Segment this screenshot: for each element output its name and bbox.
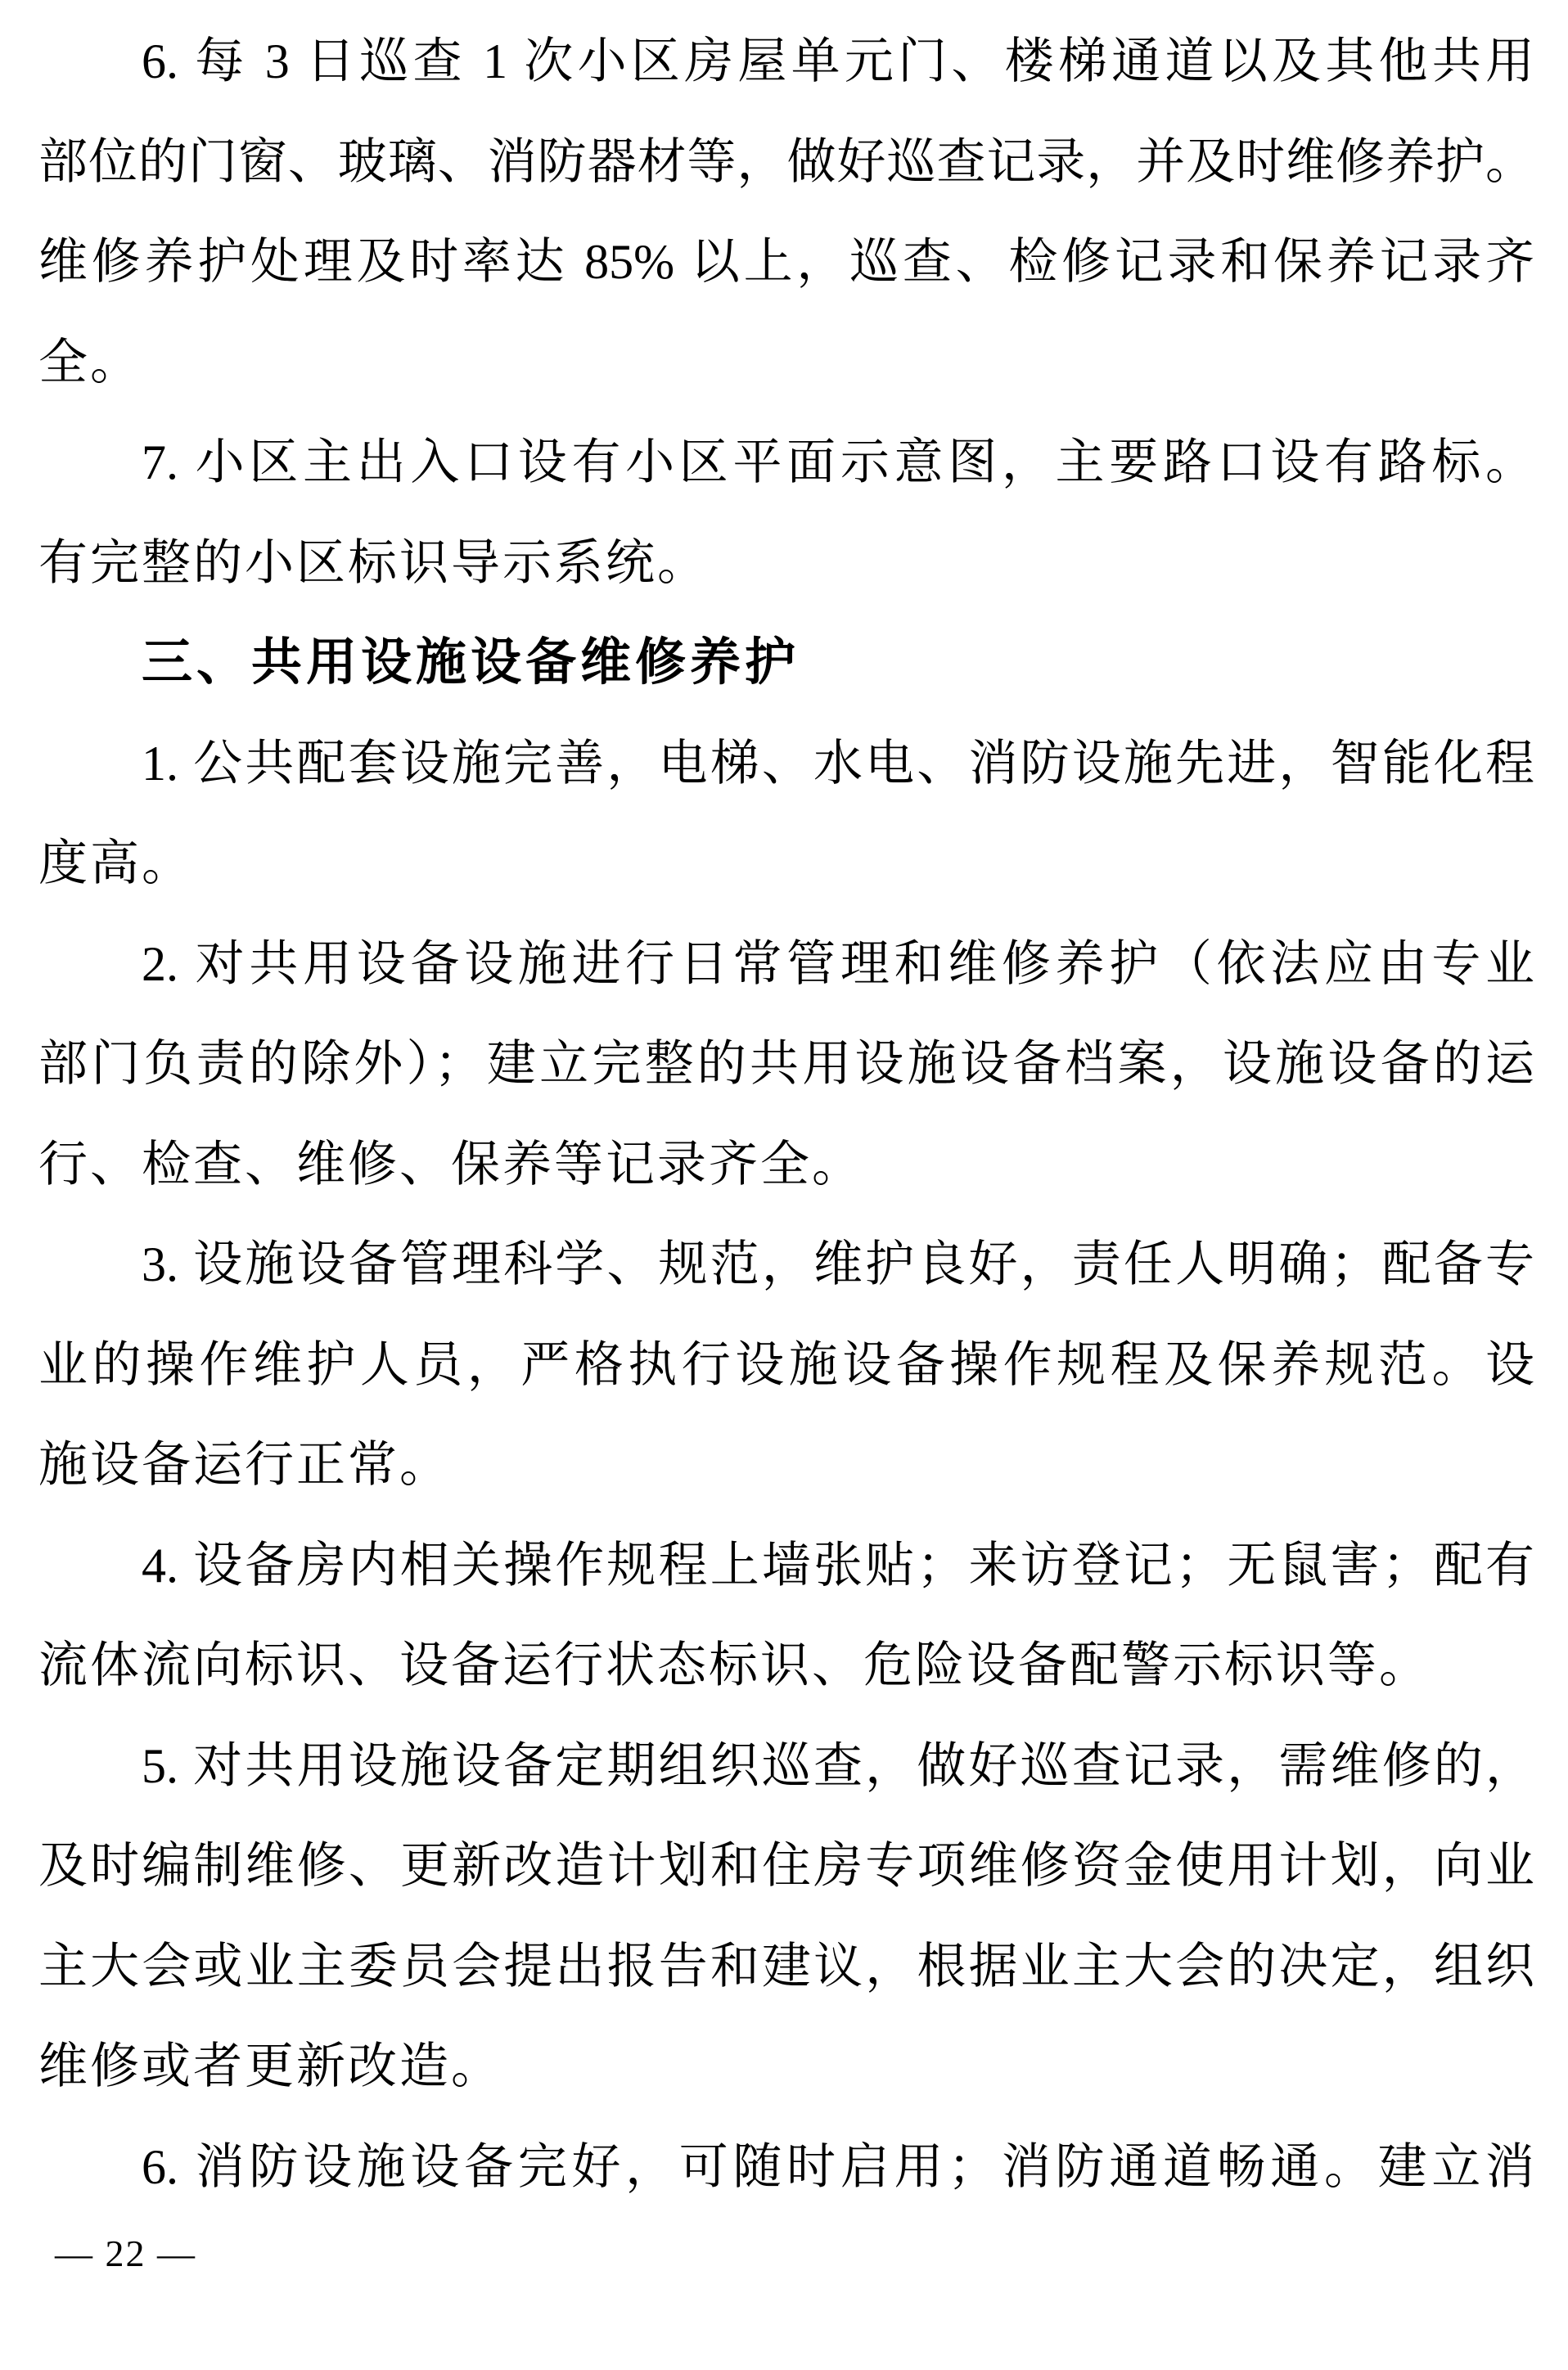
text-line: 行、检查、维修、保养等记录齐全。 bbox=[38, 1137, 863, 1192]
text-line: 3. 设施设备管理科学、规范，维护良好，责任人明确；配备专 bbox=[142, 1237, 1534, 1291]
text-line: 部位的门窗、玻璃、消防器材等，做好巡查记录，并及时维修养护。 bbox=[38, 134, 1534, 189]
text-line: 部门负责的除外）；建立完整的共用设施设备档案，设施设备的运 bbox=[38, 1037, 1534, 1091]
text-line: 业的操作维护人员，严格执行设施设备操作规程及保养规范。设 bbox=[38, 1337, 1534, 1392]
document-body bbox=[38, 11, 1534, 2217]
text-line: 主大会或业主委员会提出报告和建议，根据业主大会的决定，组织 bbox=[38, 1939, 1534, 1994]
section-heading: 三、共用设施设备维修养护 bbox=[142, 634, 800, 691]
text-line: 全。 bbox=[38, 335, 142, 390]
text-line: 2. 对共用设备设施进行日常管理和维修养护（依法应由专业 bbox=[142, 936, 1534, 991]
text-line: 有完整的小区标识导示系统。 bbox=[38, 535, 709, 590]
text-line: 度高。 bbox=[38, 836, 193, 890]
text-line: 施设备运行正常。 bbox=[38, 1438, 451, 1492]
page-number: — 22 — bbox=[55, 2233, 196, 2274]
text-line: 5. 对共用设施设备定期组织巡查，做好巡查记录，需维修的， bbox=[142, 1738, 1534, 1793]
text-line: 维修或者更新改造。 bbox=[38, 2039, 502, 2093]
text-line: 7. 小区主出入口设有小区平面示意图，主要路口设有路标。 bbox=[142, 435, 1534, 489]
text-line: 维修养护处理及时率达 85% 以上，巡查、检修记录和保养记录齐 bbox=[38, 235, 1534, 289]
text-line: 4. 设备房内相关操作规程上墙张贴；来访登记；无鼠害；配有 bbox=[142, 1538, 1534, 1593]
text-line: 及时编制维修、更新改造计划和住房专项维修资金使用计划，向业 bbox=[38, 1839, 1534, 1893]
text-line: 6. 消防设施设备完好，可随时启用；消防通道畅通。建立消 bbox=[142, 2139, 1534, 2194]
text-line: 流体流向标识、设备运行状态标识、危险设备配警示标识等。 bbox=[38, 1638, 1431, 1692]
text-line: 6. 每 3 日巡查 1 次小区房屋单元门、楼梯通道以及其他共用 bbox=[142, 34, 1534, 88]
page-footer bbox=[55, 2228, 196, 2280]
text-line: 1. 公共配套设施完善，电梯、水电、消防设施先进，智能化程 bbox=[142, 736, 1534, 791]
